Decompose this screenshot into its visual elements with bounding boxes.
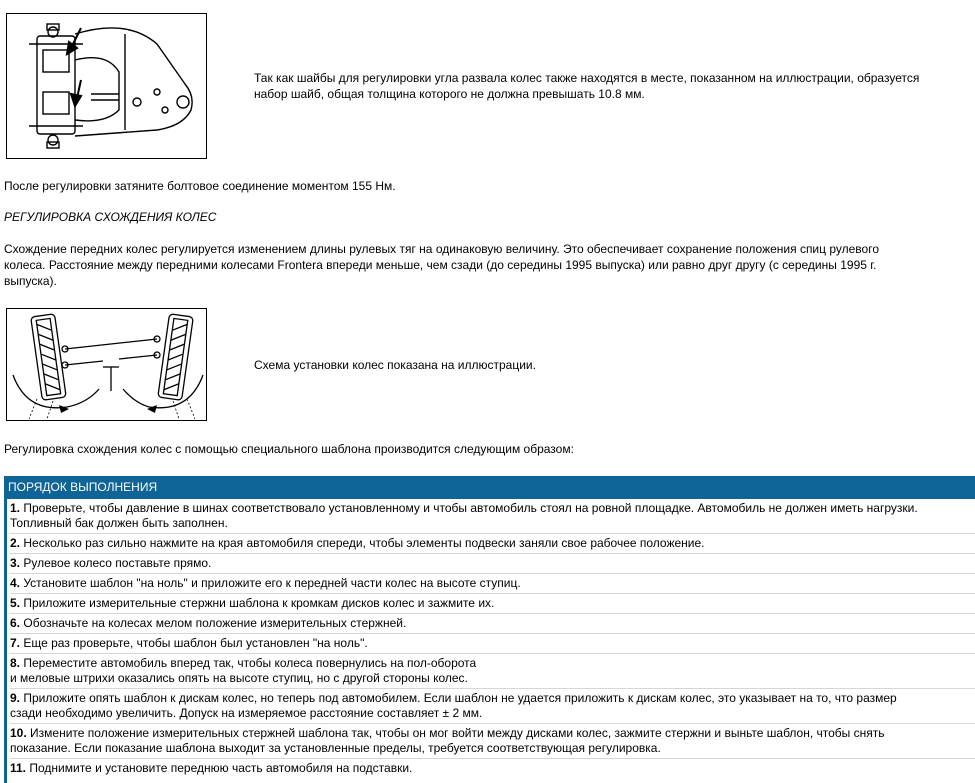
step-number: 8.: [10, 656, 21, 670]
step-number: 3.: [10, 556, 21, 570]
suspension-shims-figure: [6, 13, 207, 159]
step-number: 2.: [10, 536, 21, 550]
procedure-step: [10, 574, 975, 594]
step-number: 5.: [10, 596, 21, 610]
step-text: Несколько раз сильно нажмите на края автомобиля спереди, чтобы элементы подвески заняли свое рабочее положение.: [23, 536, 705, 550]
procedure-step: [10, 534, 975, 554]
procedure-step: [10, 759, 975, 778]
intro-paragraph: [4, 241, 973, 289]
step-text: Переместите автомобиль вперед так, чтобы колеса повернулись на пол-оборота: [23, 656, 477, 670]
figure1-caption-line: набор шайб, общая толщина которого не должна превышать 10.8 мм.: [254, 87, 645, 101]
procedure-step: [10, 689, 975, 724]
figure2-caption: Схема установки колес показана на иллюстрации.: [254, 358, 536, 372]
section-title: РЕГУЛИРОВКА СХОЖДЕНИЯ КОЛЕС: [4, 210, 217, 224]
procedure-step: [10, 654, 975, 689]
step-text: Приложите измерительные стержни шаблона к кромкам дисков колес и зажмите их.: [23, 596, 495, 610]
procedure-step: [10, 594, 975, 614]
suspension-shims-drawing: [7, 14, 206, 158]
step-number: 7.: [10, 636, 21, 650]
step-number: 4.: [10, 576, 21, 590]
wheel-alignment-drawing: [7, 309, 206, 420]
figure1-caption-line: Так как шайбы для регулировки угла развала колес также находятся в месте, показанном на иллюстрации, образуется: [254, 71, 920, 85]
intro-line: колеса. Расстояние между передними колесами Frontera впереди меньше, чем сзади (до середины 1995 выпуска) или равно друг другу (с середины 1995 г.: [4, 258, 877, 272]
step-number: 11.: [10, 761, 27, 775]
step-text: Поднимите и установите переднюю часть автомобиля на подставки.: [29, 761, 413, 775]
intro-line: Схождение передних колес регулируется изменением длины рулевых тяг на одинаковую величину. Это обеспечивает сохранение положения спиц рулевого: [4, 242, 879, 256]
wheel-alignment-figure: [6, 308, 207, 421]
torque-paragraph: После регулировки затяните болтовое соединение моментом 155 Нм.: [4, 179, 396, 193]
template-paragraph: Регулировка схождения колес с помощью специального шаблона производится следующим образом:: [4, 442, 574, 456]
procedure-steps: [4, 499, 975, 783]
step-text: Обозначьте на колесах мелом положение измерительных стержней.: [23, 616, 407, 630]
procedure-step: [10, 499, 975, 534]
step-number: 1.: [10, 501, 21, 515]
step-number: 6.: [10, 616, 21, 630]
procedure-step: [10, 614, 975, 634]
figure1-caption: [254, 70, 919, 102]
step-text: Приложите опять шаблон к дискам колес, но теперь под автомобилем. Если шаблон не удается приложить к дискам колес, это указывает на то, что размер: [23, 691, 897, 705]
step-number: 9.: [10, 691, 21, 705]
procedure-step: [10, 634, 975, 654]
step-text: показание. Если показание шаблона выходит за установленные пределы, требуется соответствующая регулировка.: [10, 741, 661, 755]
procedure-step: [10, 724, 975, 759]
step-text: и меловые штрихи оказались опять на высоте ступиц, но с другой стороны колес.: [10, 671, 468, 685]
procedure-header: ПОРЯДОК ВЫПОЛНЕНИЯ: [4, 476, 975, 499]
intro-line: выпуска).: [4, 274, 57, 288]
step-text: Измените положение измерительных стержней шаблона так, чтобы он мог войти между дисками колес, зажмите стержни и выньте шаблон, чтобы снять: [30, 726, 885, 740]
step-number: 10.: [10, 726, 27, 740]
step-text: Топливный бак должен быть заполнен.: [10, 516, 228, 530]
step-text: Рулевое колесо поставьте прямо.: [23, 556, 212, 570]
step-text: Еще раз проверьте, чтобы шаблон был установлен "на ноль".: [23, 636, 368, 650]
step-text: сзади необходимо увеличить. Допуск на измеряемое расстояние составляет ± 2 мм.: [10, 706, 483, 720]
step-text: Установите шаблон "на ноль" и приложите его к передней части колес на высоте ступиц.: [23, 576, 521, 590]
procedure-step: [10, 554, 975, 574]
step-text: Проверьте, чтобы давление в шинах соответствовало установленному и чтобы автомобиль стоял на ровной площадке. Автомобиль не должен иметь нагрузки.: [23, 501, 918, 515]
